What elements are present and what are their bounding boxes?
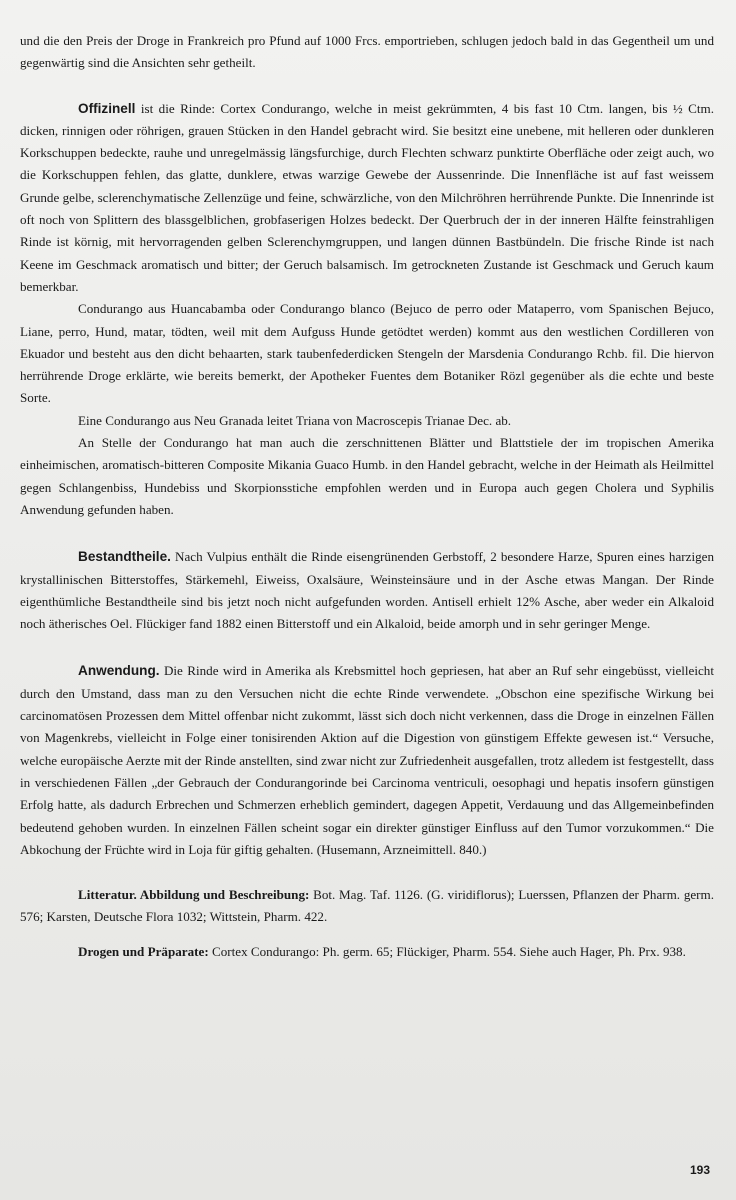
paragraph-mikania-guaco: An Stelle der Condurango hat man auch die zerschnittenen Blätter und Blattstiele der im tropischen Amerika einheimischen, aromatisch-bitteren Composite Mikania Guaco Humb. in den Handel gebracht, welche in der Heimath als Heilmittel gegen Schlangenbiss, Hundebiss und Skorpionsstiche empfohlen werden und in Europa auch gegen Cholera und Syphilis Anwendung gefunden haben. <box>20 435 714 517</box>
anwendung-text: Die Rinde wird in Amerika als Krebsmittel hoch gepriesen, hat aber an Ruf sehr eingebüsst, vielleicht durch den Umstand, dass man zu den Versuchen nicht die echte Rinde verwendete. „Obschon eine spezifische Wirkung bei carcinomatösen Prozessen dem Mittel offenbar nicht zukommt, lässt sich doch nicht verkennen, dass die Droge in einzelnen Fällen von Magenkrebs, vielleicht in Folge einer tonisirenden Aktion auf die Digestion von günstigem Effekte gewesen ist.“ Versuche, welche europäische Aerzte mit der Rinde anstellten, sind zwar nicht zur Zufriedenheit ausgefallen, trotz alledem ist festgestellt, dass in verschiedenen Fällen „der Gebrauch der Condurangorinde bei Carcinoma ventriculi, oesophagi und hepatis insofern günstigen Erfolg hatte, als dadurch Erbrechen und Schmerzen erheblich gemindert, dagegen Appetit, Verdauung und das Allgemeinbefinden bedeutend gehoben wurden. In einzelnen Fällen scheint sogar ein direkter günstiger Einfluss auf den Tumor vorzukommen.“ Die Abkochung der Früchte wird in Loja für giftig gehalten. (Husemann, Arzneimittell. 840.) <box>20 663 714 857</box>
heading-litteratur: Litteratur. Abbildung und Beschreibung: <box>78 887 310 903</box>
paragraph-anwendung <box>20 660 714 861</box>
heading-anwendung: Anwendung. <box>78 663 160 679</box>
heading-offizinell: Offizinell <box>78 100 136 116</box>
paragraph-intro: und die den Preis der Droge in Frankreich pro Pfund auf 1000 Frcs. emportrieben, schlugen jedoch bald in das Gegentheil um und gegenwärtig sind die Ansichten sehr getheilt. <box>20 33 714 71</box>
paragraph-drogen <box>20 941 714 963</box>
paragraph-offizinell <box>20 98 714 299</box>
paragraph-litteratur <box>20 884 714 929</box>
litteratur-text: Bot. Mag. Taf. 1126. (G. viridiflorus); Luerssen, Pflanzen der Pharm. germ. 576; Karsten, Deutsche Flora 1032; Wittstein, Pharm. 422. <box>20 887 715 925</box>
page-number: 193 <box>689 1163 710 1177</box>
paragraph-neu-granada: Eine Condurango aus Neu Granada leitet Triana von Macroscepis Trianae Dec. ab. <box>78 412 512 428</box>
body-text <box>20 30 714 963</box>
bestandtheile-text: Nach Vulpius enthält die Rinde eisengrünenden Gerbstoff, 2 besondere Harze, Spuren eines harzigen krystallinischen Bitterstoffes, Stärkemehl, Eiweiss, Oxalsäure, Weinsteinsäure und in der Asche etwas Mangan. Der Rinde eigenthümliche Bestandtheile sind bis jetzt noch nicht aufgefunden worden. Antisell erhielt 12% Asche, aber weder ein Alkaloid noch ätherisches Oel. Flückiger fand 1882 einen Bitterstoff und ein Alkaloid, beide amorph und in sehr geringer Menge. <box>20 549 714 632</box>
paragraph-bestandtheile <box>20 546 714 635</box>
offizinell-text: ist die Rinde: Cortex Condurango, welche in meist gekrümmten, 4 bis fast 10 Ctm. langen, bis ½ Ctm. dicken, rinnigen oder röhrigen, grauen Stücken in den Handel gebracht wird. Sie besitzt eine unebene, mit helleren oder dunkleren Korkschuppen bedeckte, rauhe und unregelmässig längsfurchige, durch Flechten schwarz punktirte Oberfläche oder zeigt auch, wo die Korkschuppen fehlen, das glatte, dunklere, etwas warzige Gewebe der Aussenrinde. Die Innenfläche ist auf fast weissem Grunde gelbe, sclerenchymatische Zellenzüge und feine, schwärzliche, von den Milchröhren herrührende Punkte. Die Innenrinde ist oft noch von Splittern des blassgelblichen, grobfaserigen Holzes bedeckt. Der Querbruch der in der inneren Hälfte feinstrahligen Rinde ist körnig, mit hervorragenden gelben Sclerenchymgruppen, und langen dünnen Bastbündeln. Die frische Rinde ist nach Keene im Geschmack aromatisch und bitter; der Geruch balsamisch. Im getrockneten Zustande ist Geschmack und Geruch kaum bemerkbar. <box>20 100 714 294</box>
heading-drogen: Drogen und Präparate: <box>78 943 209 959</box>
drogen-text: Cortex Condurango: Ph. germ. 65; Flückiger, Pharm. 554. Siehe auch Hager, Ph. Prx. 938. <box>208 943 686 959</box>
paragraph-condurango-huancabamba: Condurango aus Huancabamba oder Condurango blanco (Bejuco de perro oder Mataperro, vom Spanischen Bejuco, Liane, perro, Hund, matar, tödten, weil mit dem Aufguss Hunde getödtet werden) kommt aus den westlichen Cordilleren von Ekuador und besteht aus den dicht behaarten, stark taubenfederdicken Stengeln der Marsdenia Condurango Rchb. fil. Die hiervon herrührende Droge erklärte, wie bereits bemerkt, der Apotheker Fuentes dem Botaniker Rözl gegenüber als die echte und beste Sorte. <box>20 301 714 406</box>
heading-bestandtheile: Bestandtheile. <box>78 549 171 565</box>
